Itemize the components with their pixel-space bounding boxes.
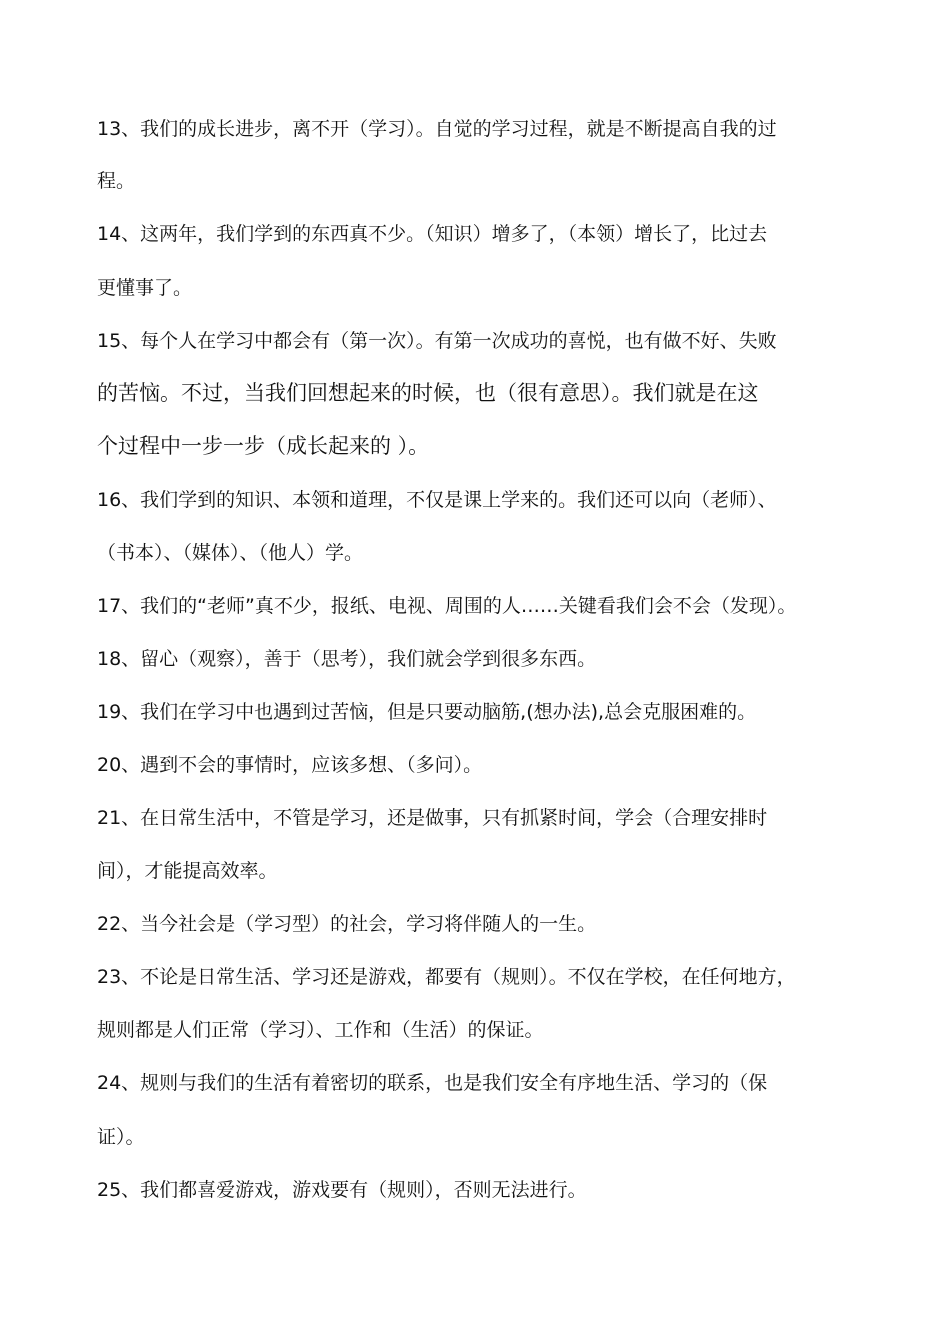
item-13-line-2: 程。 — [97, 170, 136, 192]
item-24-line-2: 证）。 — [97, 1126, 145, 1148]
item-16-line-2: （书本）、（媒体）、（他人）学。 — [97, 542, 364, 564]
item-22-line: 22、当今社会是（学习型）的社会，学习将伴随人的一生。 — [97, 913, 597, 935]
item-24-line-1: 24、规则与我们的生活有着密切的联系，也是我们安全有序地生活、学习的（保 — [97, 1072, 768, 1094]
item-19-line: 19、我们在学习中也遇到过苦恼，但是只要动脑筋,(想办法),总会克服困难的。 — [97, 701, 757, 723]
item-14-line-1: 14、这两年，我们学到的东西真不少。（知识）增多了，（本领）增长了，比过去 — [97, 223, 768, 245]
item-23-line-2: 规则都是人们正常（学习）、工作和（生活）的保证。 — [97, 1019, 544, 1041]
item-21-line-2: 间），才能提高效率。 — [97, 860, 278, 882]
item-15-line-3: 个过程中一步一步（成长起来的 ）。 — [97, 434, 430, 458]
item-23-line-1: 23、不论是日常生活、学习还是游戏，都要有（规则）。不仅在学校，在任何地方， — [97, 966, 796, 988]
item-16-line-1: 16、我们学到的知识、本领和道理，不仅是课上学来的。我们还可以向（老师）、 — [97, 489, 777, 511]
item-13-line-1: 13、我们的成长进步，离不开（学习）。自觉的学习过程，就是不断提高自我的过 — [97, 118, 777, 140]
item-25-line: 25、我们都喜爱游戏，游戏要有（规则），否则无法进行。 — [97, 1179, 587, 1201]
item-14-line-2: 更懂事了。 — [97, 277, 193, 299]
item-15-line-1: 15、每个人在学习中都会有（第一次）。有第一次成功的喜悦，也有做不好、失败 — [97, 330, 777, 352]
item-20-line: 20、遇到不会的事情时，应该多想、（多问）。 — [97, 754, 483, 776]
item-18-line: 18、留心（观察），善于（思考），我们就会学到很多东西。 — [97, 648, 597, 670]
item-15-line-2: 的苦恼。不过，当我们回想起来的时候，也（很有意思）。我们就是在这 — [97, 381, 759, 405]
item-17-line: 17、我们的“老师”真不少，报纸、电视、周围的人……关键看我们会不会（发现）。 — [97, 595, 797, 617]
item-21-line-1: 21、在日常生活中，不管是学习，还是做事，只有抓紧时间，学会（合理安排时 — [97, 807, 768, 829]
